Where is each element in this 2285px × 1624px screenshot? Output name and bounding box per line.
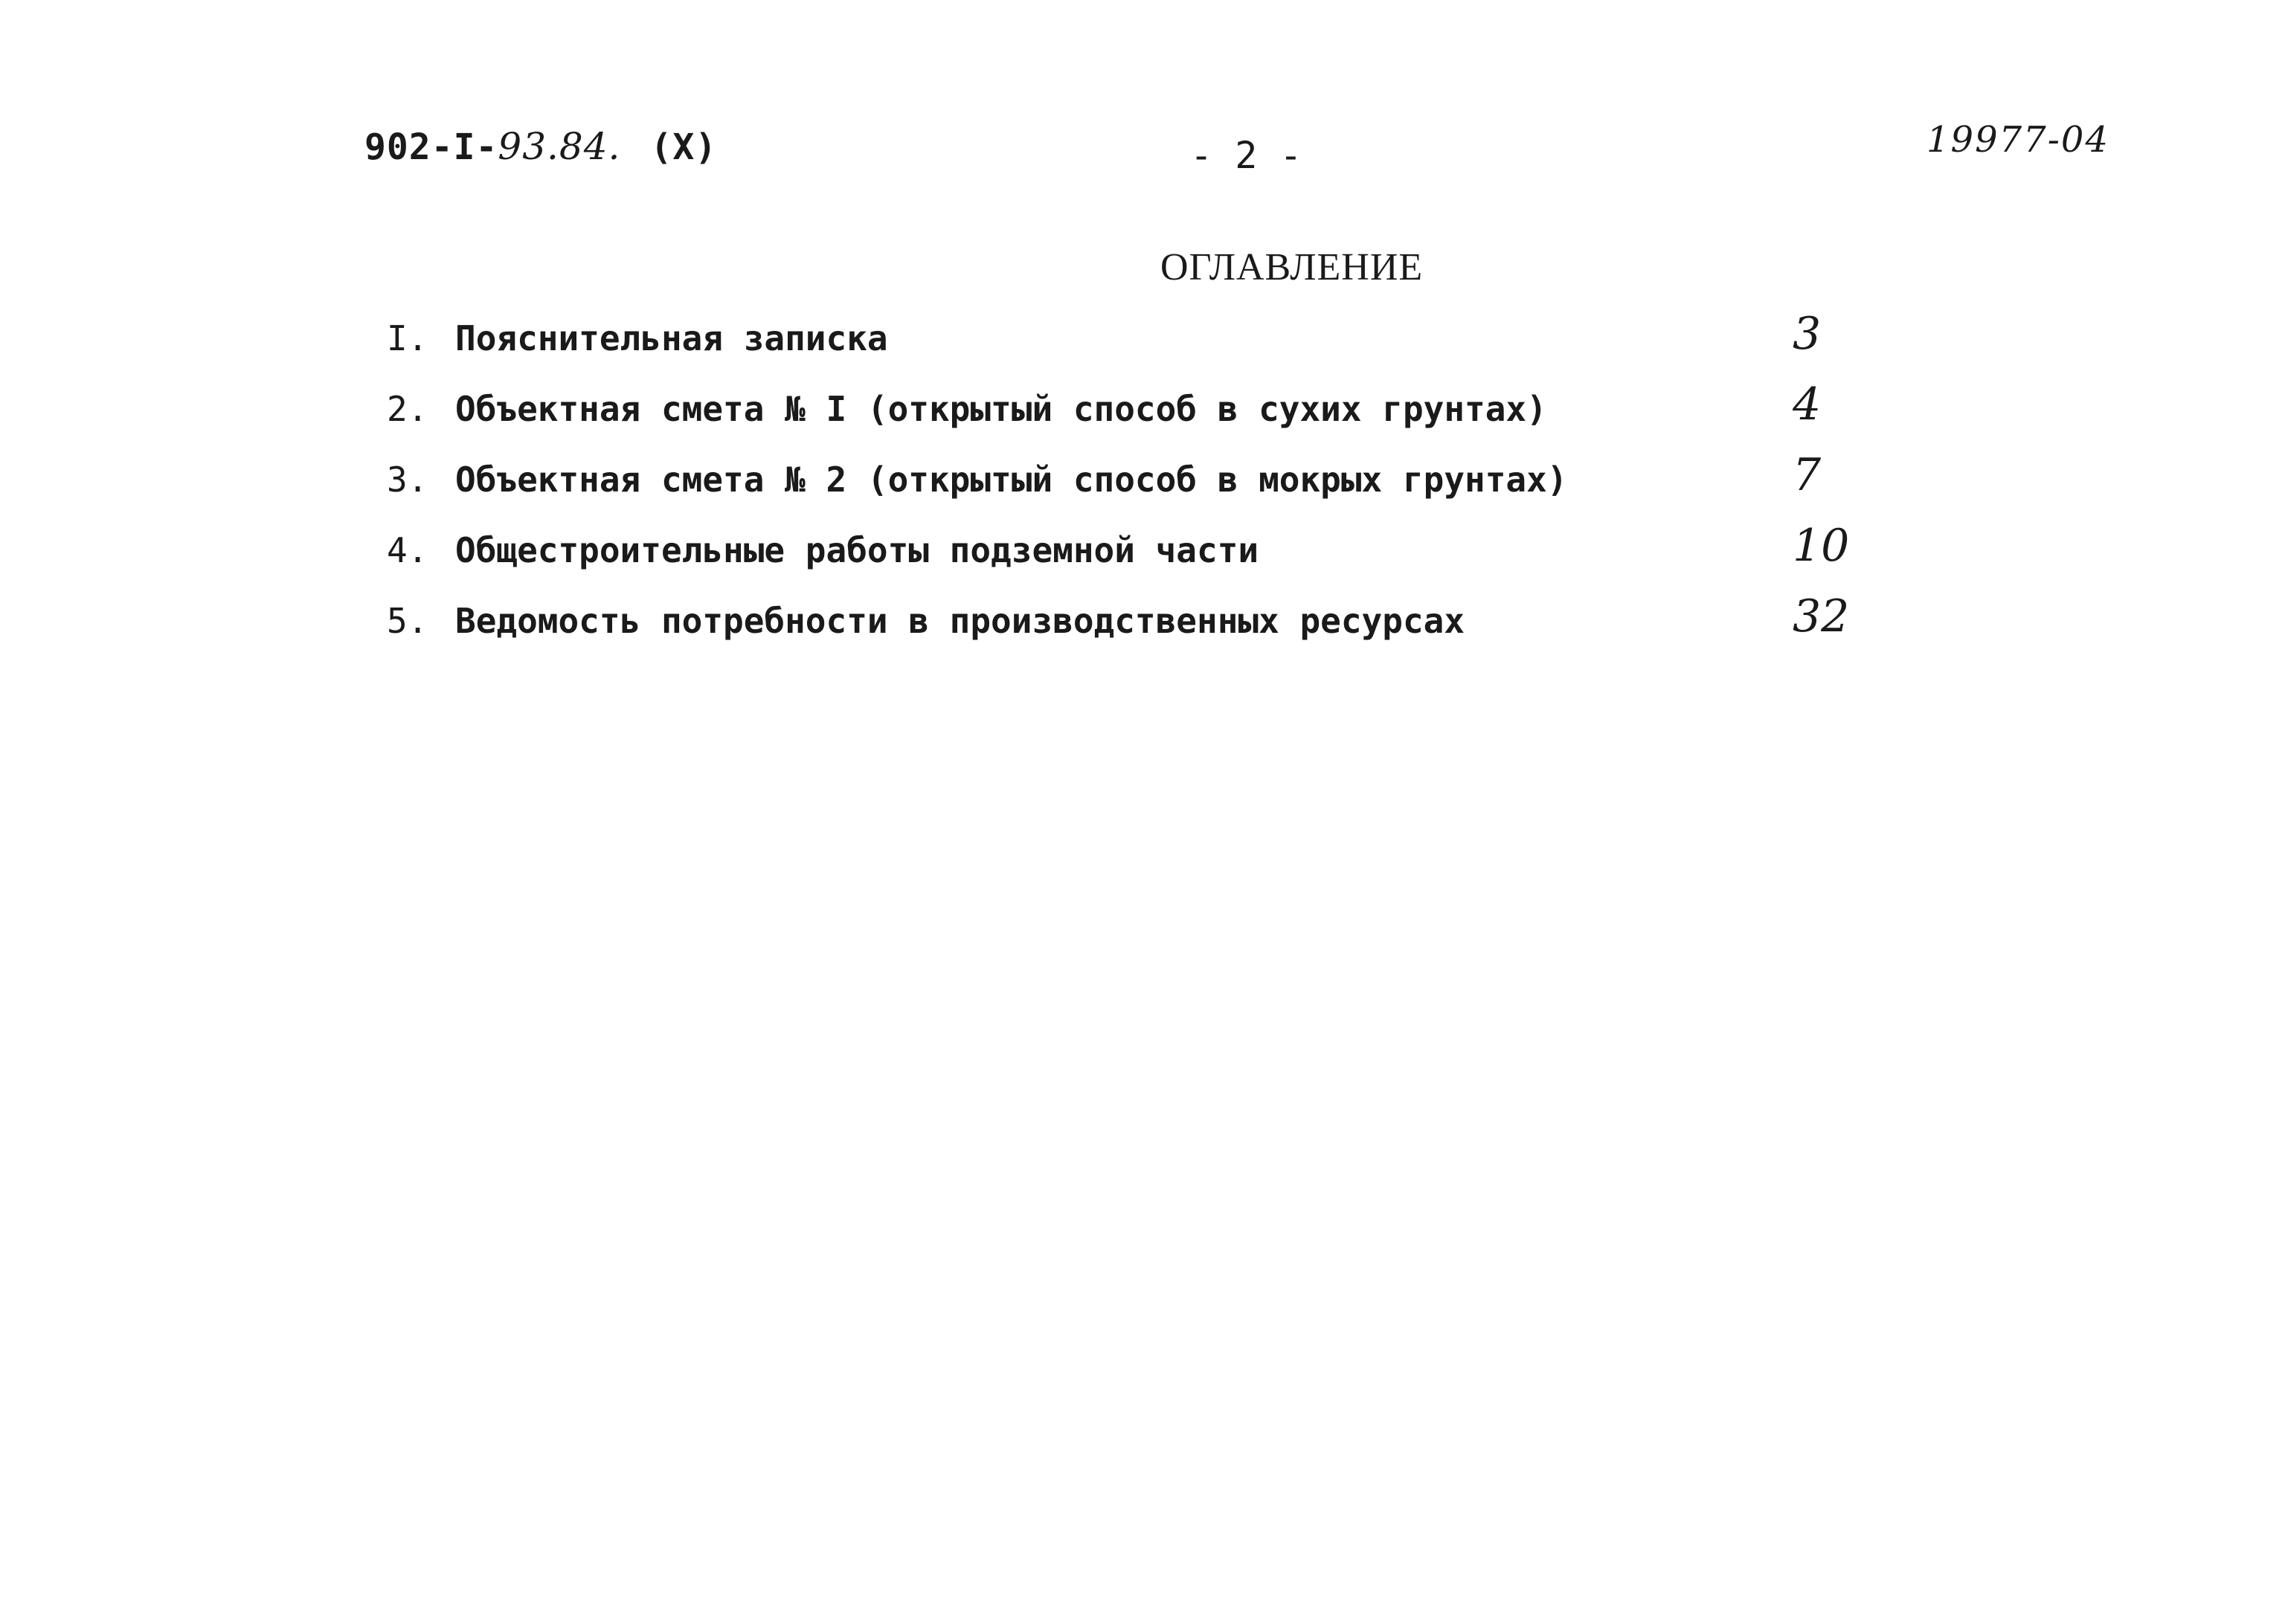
document-code-printed: 902-I-: [364, 126, 498, 168]
toc-item-label: Объектная смета № 2 (открытый способ в мокрых грунтах): [455, 460, 1568, 500]
toc-list: [387, 308, 1889, 666]
toc-item-number: I.: [387, 318, 428, 358]
toc-item: [387, 449, 1889, 524]
toc-item-number: 4.: [387, 530, 428, 570]
toc-item-label: Ведомость потребности в производственных ресурсах: [455, 601, 1465, 641]
toc-item: [387, 520, 1889, 595]
toc-item-label: Общестроительные работы подземной части: [455, 530, 1259, 570]
document-code: [364, 125, 717, 168]
toc-item-number: 2.: [387, 389, 428, 429]
toc-item-page: 4: [1793, 378, 1822, 431]
toc-item-page: 32: [1793, 590, 1850, 642]
toc-title: ОГЛАВЛЕНИЕ: [1160, 246, 1424, 289]
inventory-number: 19977-04: [1926, 119, 2109, 161]
toc-item-label: Пояснительная записка: [455, 318, 888, 358]
toc-item-page: 10: [1793, 520, 1850, 572]
toc-item-label: Объектная смета № I (открытый способ в сухих грунтах): [455, 389, 1547, 429]
toc-item-page: 7: [1793, 449, 1822, 501]
toc-item-number: 5.: [387, 601, 428, 641]
document-code-suffix: (X): [650, 126, 718, 168]
toc-item-page: 3: [1793, 308, 1822, 360]
toc-item: [387, 378, 1889, 454]
toc-item: [387, 308, 1889, 383]
toc-item-number: 3.: [387, 460, 428, 500]
page-number: - 2 -: [1190, 134, 1302, 177]
document-code-handwritten: 93.84.: [498, 125, 621, 168]
toc-item: [387, 590, 1889, 666]
